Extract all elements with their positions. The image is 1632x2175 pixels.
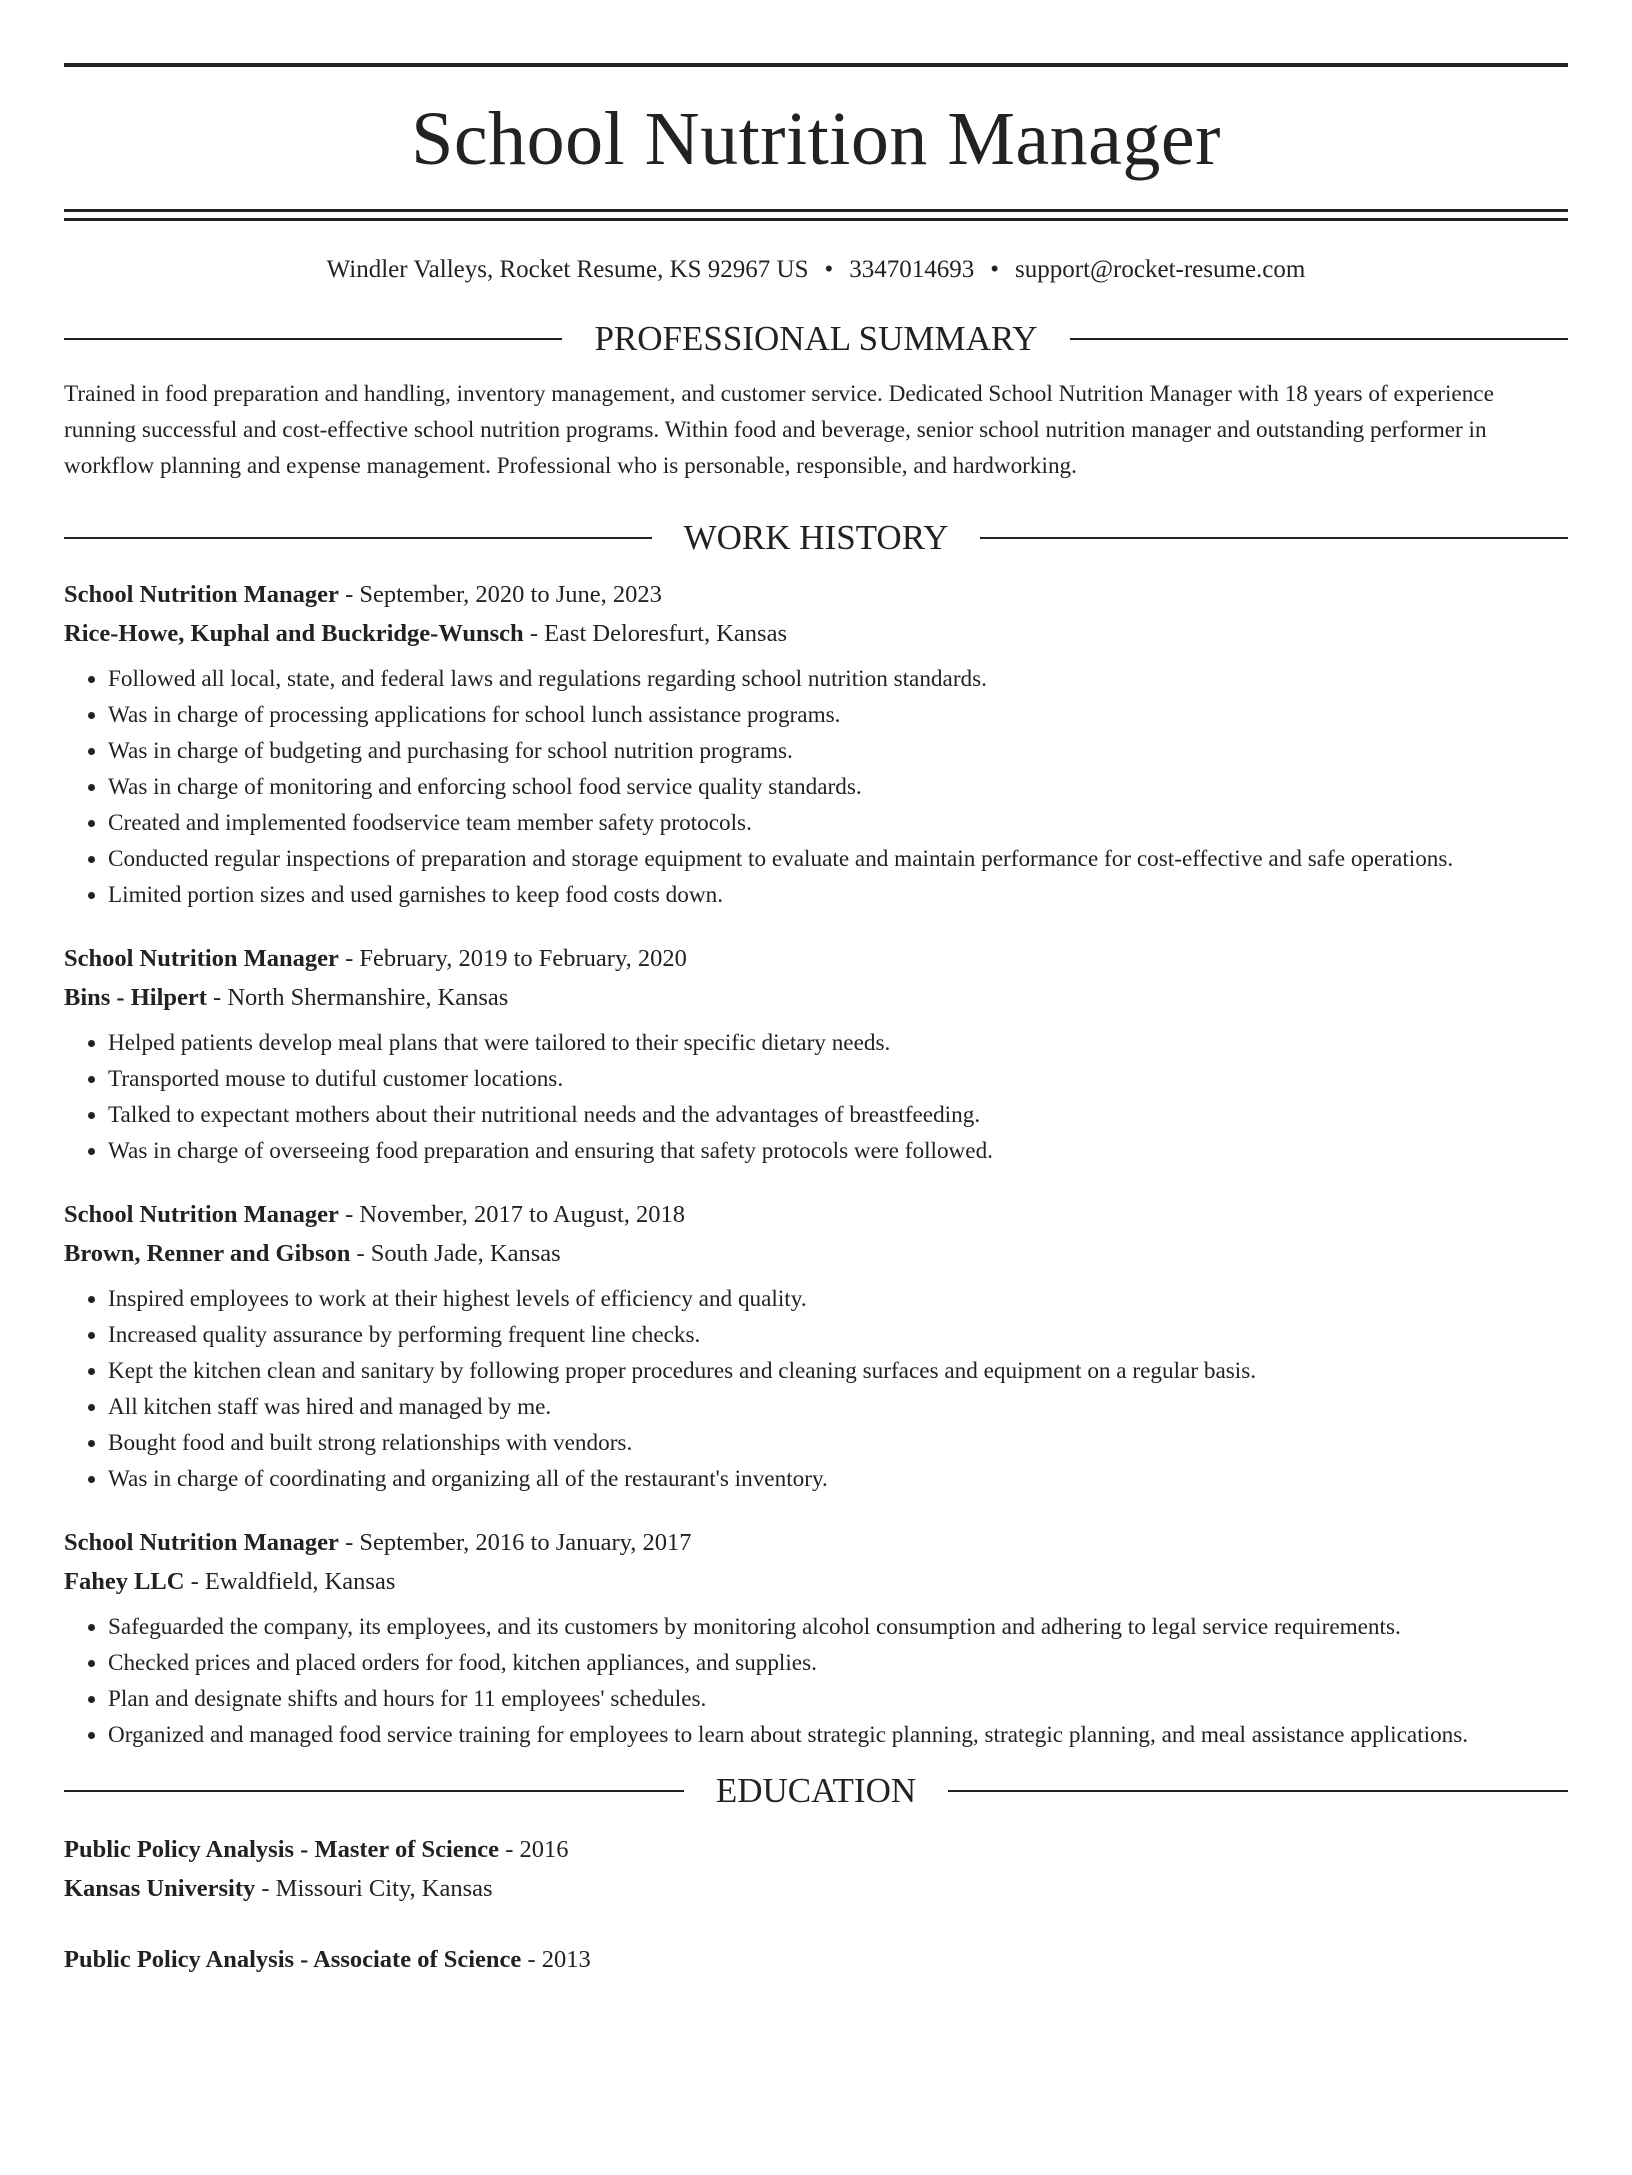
job-role-line	[64, 939, 1568, 978]
job-bullet: • Increased quality assurance by performing frequent line checks.	[108, 1317, 1568, 1353]
job-bullet: • Was in charge of budgeting and purchasing for school nutrition programs.	[108, 733, 1568, 769]
section-rule-left	[64, 537, 652, 539]
job-role-line	[64, 575, 1568, 614]
job-role: School Nutrition Manager	[64, 1201, 339, 1228]
job-company-line	[64, 1562, 1568, 1601]
job-bullet: • Kept the kitchen clean and sanitary by following proper procedures and cleaning surfaces and equipment on a regular basis.	[108, 1353, 1568, 1389]
job-bullets	[64, 1025, 1568, 1169]
job-bullet: • Was in charge of monitoring and enforcing school food service quality standards.	[108, 769, 1568, 805]
job-bullets	[64, 1281, 1568, 1497]
job-bullet: • Conducted regular inspections of preparation and storage equipment to evaluate and maintain performance for cost-effective and safe operations.	[108, 841, 1568, 877]
section-rule-left	[64, 338, 562, 340]
job-bullets	[64, 661, 1568, 913]
contact-address: Windler Valleys, Rocket Resume, KS 92967 US	[326, 256, 809, 283]
job-company-line	[64, 978, 1568, 1017]
job-dates: - September, 2020 to June, 2023	[338, 581, 662, 608]
job-bullet: • Bought food and built strong relationships with vendors.	[108, 1425, 1568, 1461]
job-bullet: • Was in charge of coordinating and organizing all of the restaurant's inventory.	[108, 1461, 1568, 1497]
job-bullet: • Limited portion sizes and used garnishes to keep food costs down.	[108, 877, 1568, 913]
contact-phone: 3347014693	[849, 256, 975, 283]
job-bullet: • Helped patients develop meal plans that were tailored to their specific dietary needs.	[108, 1025, 1568, 1061]
education-entry	[64, 1830, 1568, 1908]
job-bullet: • Organized and managed food service training for employees to learn about strategic planning, strategic planning, and meal assistance applications.	[108, 1717, 1568, 1753]
section-heading-work-history	[64, 520, 1568, 555]
job-dates: - September, 2016 to January, 2017	[338, 1529, 692, 1556]
job-role: School Nutrition Manager	[64, 945, 339, 972]
section-heading-education	[64, 1773, 1568, 1808]
job-entry	[64, 1523, 1568, 1753]
job-bullets	[64, 1609, 1568, 1753]
education-entry	[64, 1940, 1568, 1979]
job-company: Brown, Renner and Gibson	[64, 1240, 351, 1267]
job-dates: - February, 2019 to February, 2020	[338, 945, 687, 972]
title-double-rule	[64, 209, 1568, 221]
section-title: PROFESSIONAL SUMMARY	[594, 319, 1038, 358]
job-entry	[64, 1195, 1568, 1497]
job-company: Rice-Howe, Kuphal and Buckridge-Wunsch	[64, 620, 524, 647]
contact-line	[64, 255, 1568, 285]
job-bullet: • All kitchen staff was hired and managed by me.	[108, 1389, 1568, 1425]
resume-title: School Nutrition Manager	[411, 97, 1221, 181]
work-history-list	[64, 575, 1568, 1753]
education-year: - 2013	[521, 1946, 591, 1973]
job-location: - South Jade, Kansas	[350, 1240, 561, 1267]
resume-page	[0, 63, 1632, 2175]
job-bullet: • Checked prices and placed orders for food, kitchen appliances, and supplies.	[108, 1645, 1568, 1681]
section-rule-left	[64, 1790, 684, 1792]
job-company: Bins - Hilpert	[64, 984, 207, 1011]
job-bullet: • Talked to expectant mothers about their nutritional needs and the advantages of breastfeeding.	[108, 1097, 1568, 1133]
education-list	[64, 1830, 1568, 1979]
education-year: - 2016	[499, 1836, 569, 1863]
job-bullet: • Followed all local, state, and federal laws and regulations regarding school nutrition standards.	[108, 661, 1568, 697]
section-heading-summary	[64, 321, 1568, 356]
section-rule-right	[948, 1790, 1568, 1792]
job-location: - North Shermanshire, Kansas	[206, 984, 509, 1011]
job-bullet: • Plan and designate shifts and hours for 11 employees' schedules.	[108, 1681, 1568, 1717]
job-dates: - November, 2017 to August, 2018	[338, 1201, 686, 1228]
section-rule-right	[1070, 338, 1568, 340]
job-location: - East Deloresfurt, Kansas	[523, 620, 787, 647]
job-bullet: • Was in charge of processing applications for school lunch assistance programs.	[108, 697, 1568, 733]
education-degree-line	[64, 1940, 1568, 1979]
education-degree-line	[64, 1830, 1568, 1869]
job-role-line	[64, 1195, 1568, 1234]
job-entry	[64, 575, 1568, 913]
section-rule-right	[980, 537, 1568, 539]
top-rule	[64, 63, 1568, 67]
job-company: Fahey LLC	[64, 1568, 185, 1595]
contact-email: support@rocket-resume.com	[1015, 256, 1306, 283]
job-bullet: • Safeguarded the company, its employees, and its customers by monitoring alcohol consumption and adhering to legal service requirements.	[108, 1609, 1568, 1645]
education-location: - Missouri City, Kansas	[255, 1875, 493, 1902]
job-company-line	[64, 614, 1568, 653]
job-entry	[64, 939, 1568, 1169]
education-degree: Public Policy Analysis - Master of Science	[64, 1836, 500, 1863]
section-title: EDUCATION	[715, 1771, 917, 1810]
job-bullet: • Created and implemented foodservice team member safety protocols.	[108, 805, 1568, 841]
job-bullet: • Transported mouse to dutiful customer locations.	[108, 1061, 1568, 1097]
contact-separator: •	[990, 256, 1000, 283]
education-school-line	[64, 1869, 1568, 1908]
section-title: WORK HISTORY	[683, 518, 949, 557]
job-company-line	[64, 1234, 1568, 1273]
job-role-line	[64, 1523, 1568, 1562]
job-bullet: • Inspired employees to work at their highest levels of efficiency and quality.	[108, 1281, 1568, 1317]
job-role: School Nutrition Manager	[64, 581, 339, 608]
job-bullet: • Was in charge of overseeing food preparation and ensuring that safety protocols were followed.	[108, 1133, 1568, 1169]
contact-separator: •	[824, 256, 834, 283]
summary-text: Trained in food preparation and handling, inventory management, and customer service. Dedicated School Nutrition Manager with 18 years of experience running successful and cost-effective school nutrition programs. Within food and beverage, senior school nutrition manager and outstanding performer in workflow planning and expense management. Professional who is personable, responsible, and hardworking.	[64, 381, 1494, 479]
job-location: - Ewaldfield, Kansas	[184, 1568, 396, 1595]
job-role: School Nutrition Manager	[64, 1529, 339, 1556]
education-school: Kansas University	[64, 1875, 256, 1902]
education-degree: Public Policy Analysis - Associate of Science	[64, 1946, 522, 1973]
